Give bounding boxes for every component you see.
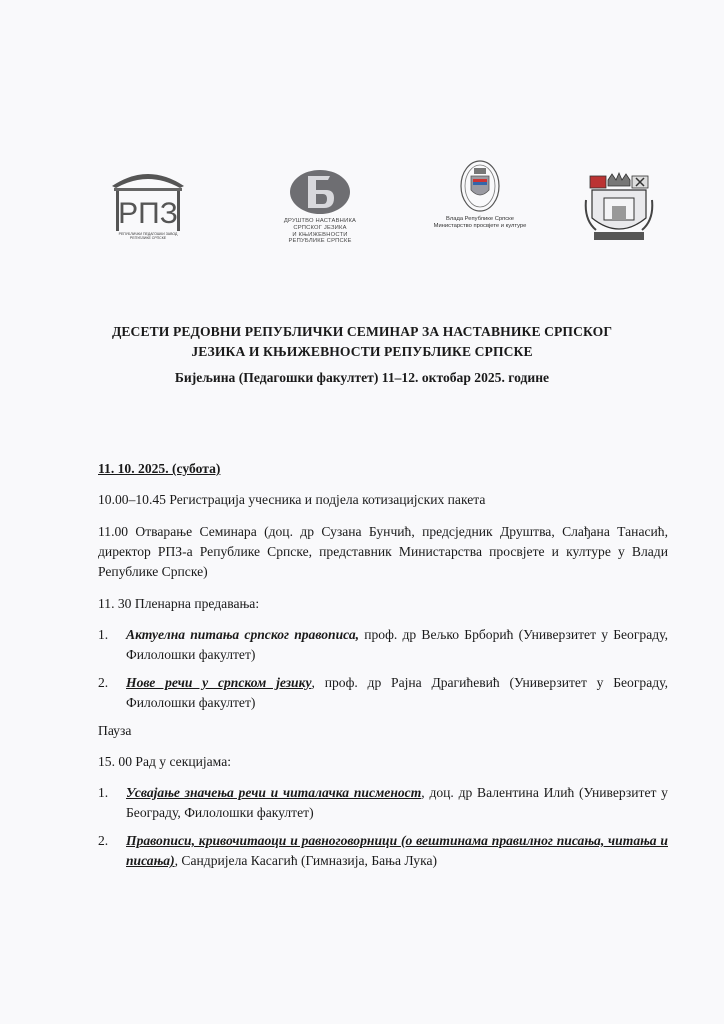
logos-row — [0, 150, 724, 250]
vlada-caption-line: Влада Републике Српске — [445, 216, 515, 222]
sections-heading: 15. 00 Рад у секцијама: — [98, 754, 232, 769]
lecture-item-2 — [98, 673, 668, 713]
drustvo-emblem-icon — [270, 168, 370, 216]
drustvo-caption-line: ДРУШТВО НАСТАВНИКА — [283, 218, 357, 224]
vlada-logo — [430, 158, 530, 238]
faculty-logo — [582, 170, 656, 246]
lecture-title: Актуелна питања српског правописа, — [126, 627, 360, 642]
plenary-heading: 11. 30 Пленарна предавања: — [98, 596, 260, 611]
section-title: Правописи, кривочитаоци и равноговорници (о вештинама правилног писања, читања и писања) — [126, 833, 668, 868]
drustvo-caption — [270, 218, 370, 245]
vlada-caption — [430, 216, 530, 230]
rpz-caption: РЕПУБЛИЧКИ ПЕДАГОШКИ ЗАВОД РЕПУБЛИКЕ СРПСКЕ — [118, 232, 178, 240]
drustvo-caption-line: СРПСКОГ ЈЕЗИКА — [293, 224, 347, 231]
lecture-speaker: , проф. др Рајна Драгићевић (Универзитет у Београду, Филолошки факултет) — [126, 675, 669, 710]
opening-item: 11.00 Отварање Семинара (доц. др Сузана Бунчић, предсједник Друштва, Слађана Танасић, директор РПЗ-а Републике Српске, представник Министарства просвјете и културе у Влади Републике Српске) — [98, 524, 668, 579]
section-title: Усвајање значења речи и читалачка писменост — [126, 785, 422, 800]
pause-item: Пауза — [98, 723, 132, 738]
lecture-speaker: проф. др Вељко Брборић (Универзитет у Београду, Филолошки факултет) — [126, 627, 668, 662]
coat-of-arms-icon — [430, 158, 530, 214]
drustvo-logo — [270, 168, 370, 246]
rpz-emblem-icon — [108, 160, 188, 232]
document-subtitle: Бијељина (Педагошки факултет) 11–12. октобар 2025. године — [174, 370, 550, 385]
list-number: 2. — [98, 833, 109, 848]
section-item-2 — [98, 831, 668, 871]
section-speaker: , доц. др Валентина Илић (Универзитет у Београду, Филолошки факултет) — [126, 785, 668, 820]
schedule-date: 11. 10. 2025. (субота) — [98, 461, 221, 476]
rpz-letters: РПЗ — [118, 197, 178, 230]
registration-item: 10.00–10.45 Регистрација учесника и подјела котизацијских пакета — [98, 492, 486, 507]
document-title-line-1: ДЕСЕТИ РЕДОВНИ РЕПУБЛИЧКИ СЕМИНАР ЗА НАСТАВНИКЕ СРПСКОГ — [111, 324, 613, 339]
lecture-item-1 — [98, 625, 668, 665]
list-number: 2. — [98, 675, 109, 690]
document-title-line-2: ЈЕЗИКА И КЊИЖЕВНОСТИ РЕПУБЛИКЕ СРПСКЕ — [191, 344, 533, 359]
drustvo-caption-line: И КЊИЖЕВНОСТИ — [292, 231, 348, 238]
section-speaker: , Сандријела Касагић (Гимназија, Бања Лука) — [174, 853, 438, 868]
faculty-crest-icon — [582, 170, 656, 246]
list-number: 1. — [98, 785, 109, 800]
rpz-logo — [108, 160, 188, 246]
section-item-1 — [98, 783, 668, 823]
drustvo-caption-line: РЕПУБЛИКЕ СРПСКЕ — [288, 238, 352, 245]
list-number: 1. — [98, 627, 109, 642]
vlada-caption-line: Министарство просвјете и културе — [433, 223, 527, 229]
lecture-title: Нове речи у српском језику — [126, 675, 312, 690]
